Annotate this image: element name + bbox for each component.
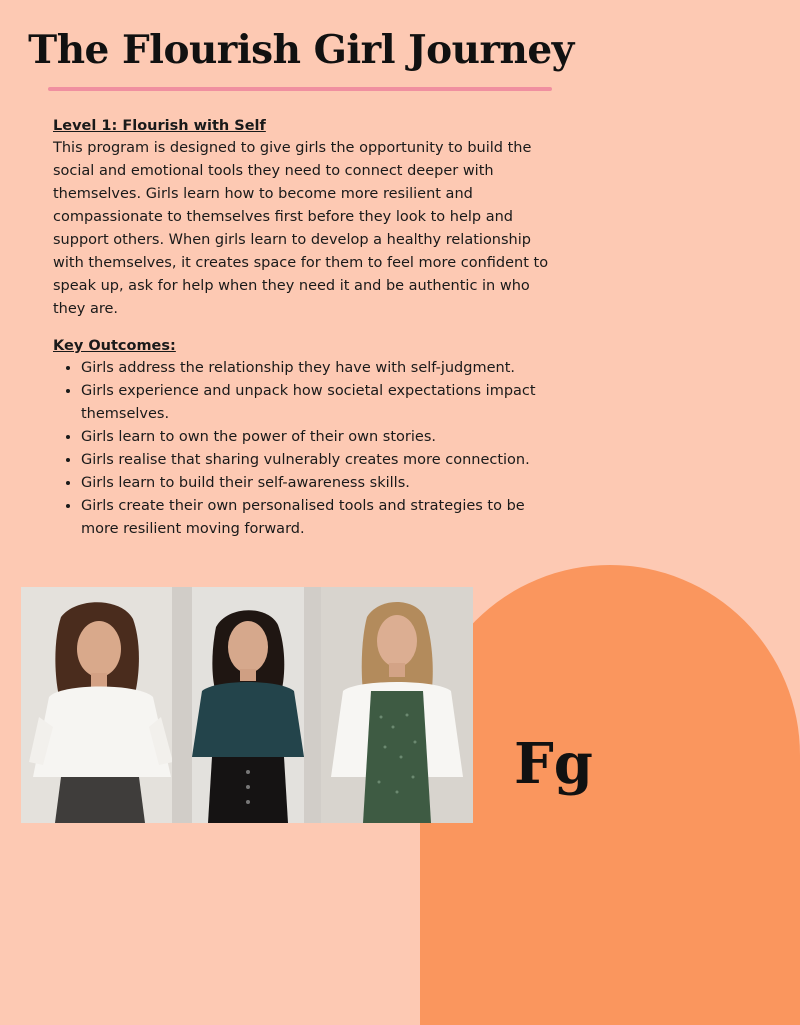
- photo-woman-teal-blouse: [172, 587, 324, 823]
- level-heading: Level 1: Flourish with Self: [53, 118, 266, 134]
- list-item: • Girls realise that sharing vulnerably creates more connection.: [81, 449, 553, 472]
- list-item: • Girls learn to own the power of their own stories.: [81, 426, 553, 449]
- orange-arch-shape: [420, 565, 800, 1025]
- outcomes-list: [53, 357, 553, 541]
- list-item: • Girls learn to build their self-awareness skills.: [81, 472, 553, 495]
- fg-logo: [512, 727, 593, 807]
- photo-woman-white-shirt: [21, 587, 181, 823]
- photo-illustration: [172, 587, 324, 823]
- photo-illustration: [21, 587, 181, 823]
- list-item: • Girls address the relationship they have with self-judgment.: [81, 357, 553, 380]
- photo-illustration: [321, 587, 473, 823]
- list-item: • Girls create their own personalised tools and strategies to be more resilient moving forward.: [81, 495, 553, 541]
- key-outcomes-section: [53, 335, 553, 541]
- logo-text: Fg: [514, 731, 593, 797]
- main-content: [53, 115, 553, 541]
- outcomes-heading: Key Outcomes:: [53, 338, 176, 354]
- page-title: The Flourish Girl Journey: [28, 27, 574, 73]
- level-description: This program is designed to give girls the opportunity to build the social and emotional tools they need to connect deeper with themselves. Girls learn how to become more resilient and compassionate to themselves first before they look to help and support others. When girls learn to develop a healthy relationship with themselves, it creates space for them to feel more confident to speak up, ask for help when they need it and be authentic in who they are.: [53, 140, 549, 317]
- title-divider: [48, 87, 552, 91]
- photo-woman-green-dress: [321, 587, 473, 823]
- list-item: • Girls experience and unpack how societal expectations impact themselves.: [81, 380, 553, 426]
